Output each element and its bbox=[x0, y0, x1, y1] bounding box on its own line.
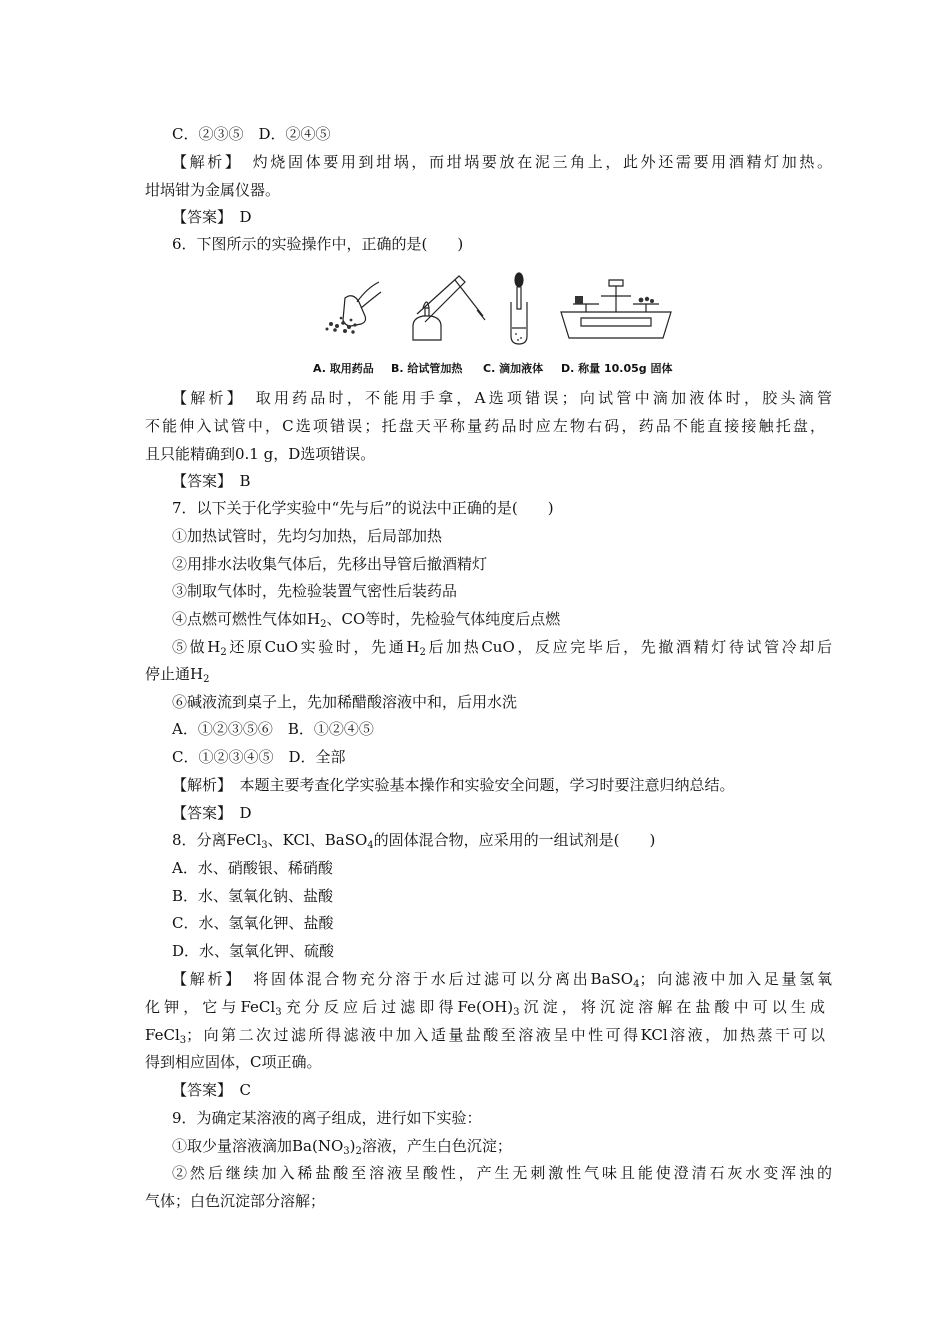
q6-analysis-line3: 且只能精确到0.1 g，D选项错误。 bbox=[145, 445, 376, 463]
q9-stem: 9．为确定某溶液的离子组成，进行如下实验： bbox=[172, 1109, 482, 1127]
q6-stem: 6．下图所示的实验操作中，正确的是( ) bbox=[172, 235, 464, 253]
lab-illustrations bbox=[305, 268, 685, 358]
q5-analysis-line1: 【解析】 灼烧固体要用到坩埚，而坩埚要放在泥三角上，此外还需要用酒精灯加热。 bbox=[172, 153, 832, 171]
q8-option-d: D．水、氢氧化钾、硫酸 bbox=[172, 942, 335, 960]
q5-options-cd: C．②③⑤ D．②④⑤ bbox=[172, 125, 331, 143]
hand-taking-reagent-illustration bbox=[326, 282, 382, 334]
q8-analysis-line2: 化钾，它与FeCl$_3$充分反应后过滤即得$Fe(OH)_3$沉淀，将沉淀溶解在盐酸中可以生成 bbox=[145, 998, 825, 1018]
q8-analysis-line4: 得到相应固体，C项正确。 bbox=[145, 1053, 322, 1071]
test-tube-heating-illustration bbox=[413, 276, 485, 340]
q9-step2-line2: 气体；白色沉淀部分溶解； bbox=[145, 1192, 326, 1210]
q7-item4: ④点燃可燃性气体如$H_2$、CO等时，先检验气体纯度后点燃 bbox=[172, 610, 561, 630]
q8-option-a: A．水、硝酸银、稀硝酸 bbox=[172, 859, 333, 877]
q6-analysis-line1: 【解析】 取用药品时，不能用手拿，A选项错误；向试管中滴加液体时，胶头滴管 bbox=[172, 389, 832, 407]
q8-analysis-line3: FeCl$_3$；向第二次过滤所得滤液中加入适量盐酸至溶液呈中性可得KCl溶液，加热蒸干可以 bbox=[145, 1026, 825, 1046]
q7-answer: 【答案】 D bbox=[172, 804, 252, 822]
q7-item2: ②用排水法收集气体后，先移出导管后撤酒精灯 bbox=[172, 555, 488, 573]
q6-analysis-line2: 不能伸入试管中，C选项错误；托盘天平称量药品时应左物右码，药品不能直接接触托盘， bbox=[145, 417, 825, 435]
q8-answer: 【答案】 C bbox=[172, 1081, 251, 1099]
q5-analysis-line2: 坩埚钳为金属仪器。 bbox=[145, 181, 281, 199]
q8-stem: 8．分离FeCl$_3$、KCl、BaSO$_4$的固体混合物，应采用的一组试剂是( ) bbox=[172, 831, 656, 851]
dropper-test-tube-illustration bbox=[511, 273, 527, 344]
q7-options-ab: A．①②③⑤⑥ B．①②④⑤ bbox=[172, 720, 374, 738]
q5-answer: 【答案】 D bbox=[172, 208, 252, 226]
lab-operations-figure bbox=[305, 268, 685, 378]
q7-stem: 7．以下关于化学实验中“先与后”的说法中正确的是( ) bbox=[172, 499, 554, 517]
caption-b: B. 给试管加热 bbox=[391, 362, 463, 375]
q7-item6: ⑥碱液流到桌子上，先加稀醋酸溶液中和，后用水洗 bbox=[172, 693, 518, 711]
q6-answer: 【答案】 B bbox=[172, 472, 251, 490]
q9-step2-line1: ②然后继续加入稀盐酸至溶液呈酸性，产生无刺激性气味且能使澄清石灰水变浑浊的 bbox=[172, 1164, 832, 1182]
balance-scale-illustration bbox=[561, 280, 671, 338]
q7-item1: ①加热试管时，先均匀加热，后局部加热 bbox=[172, 527, 443, 545]
q7-analysis: 【解析】 本题主要考查化学实验基本操作和实验安全问题，学习时要注意归纳总结。 bbox=[172, 776, 735, 794]
q8-option-c: C．水、氢氧化钾、盐酸 bbox=[172, 914, 334, 932]
caption-c: C. 滴加液体 bbox=[483, 362, 544, 375]
caption-d: D. 称量 10.05g 固体 bbox=[561, 362, 673, 375]
q7-item3: ③制取气体时，先检验装置气密性后装药品 bbox=[172, 582, 458, 600]
q7-item5-line2: 停止通$H_2$ bbox=[145, 665, 210, 685]
caption-a: A. 取用药品 bbox=[313, 362, 374, 375]
q9-step1: ①取少量溶液滴加$Ba(NO_3)_2$溶液，产生白色沉淀； bbox=[172, 1137, 512, 1157]
q7-options-cd: C．①②③④⑤ D．全部 bbox=[172, 748, 346, 766]
q8-analysis-line1: 【解析】 将固体混合物充分溶于水后过滤可以分离出BaSO$_4$；向滤液中加入足量氢氧 bbox=[172, 970, 832, 990]
q8-option-b: B．水、氢氧化钠、盐酸 bbox=[172, 887, 334, 905]
q7-item5-line1: ⑤做$H_2$还原CuO实验时，先通$H_2$后加热CuO，反应完毕后，先撤酒精灯待试管冷却后 bbox=[172, 638, 832, 658]
